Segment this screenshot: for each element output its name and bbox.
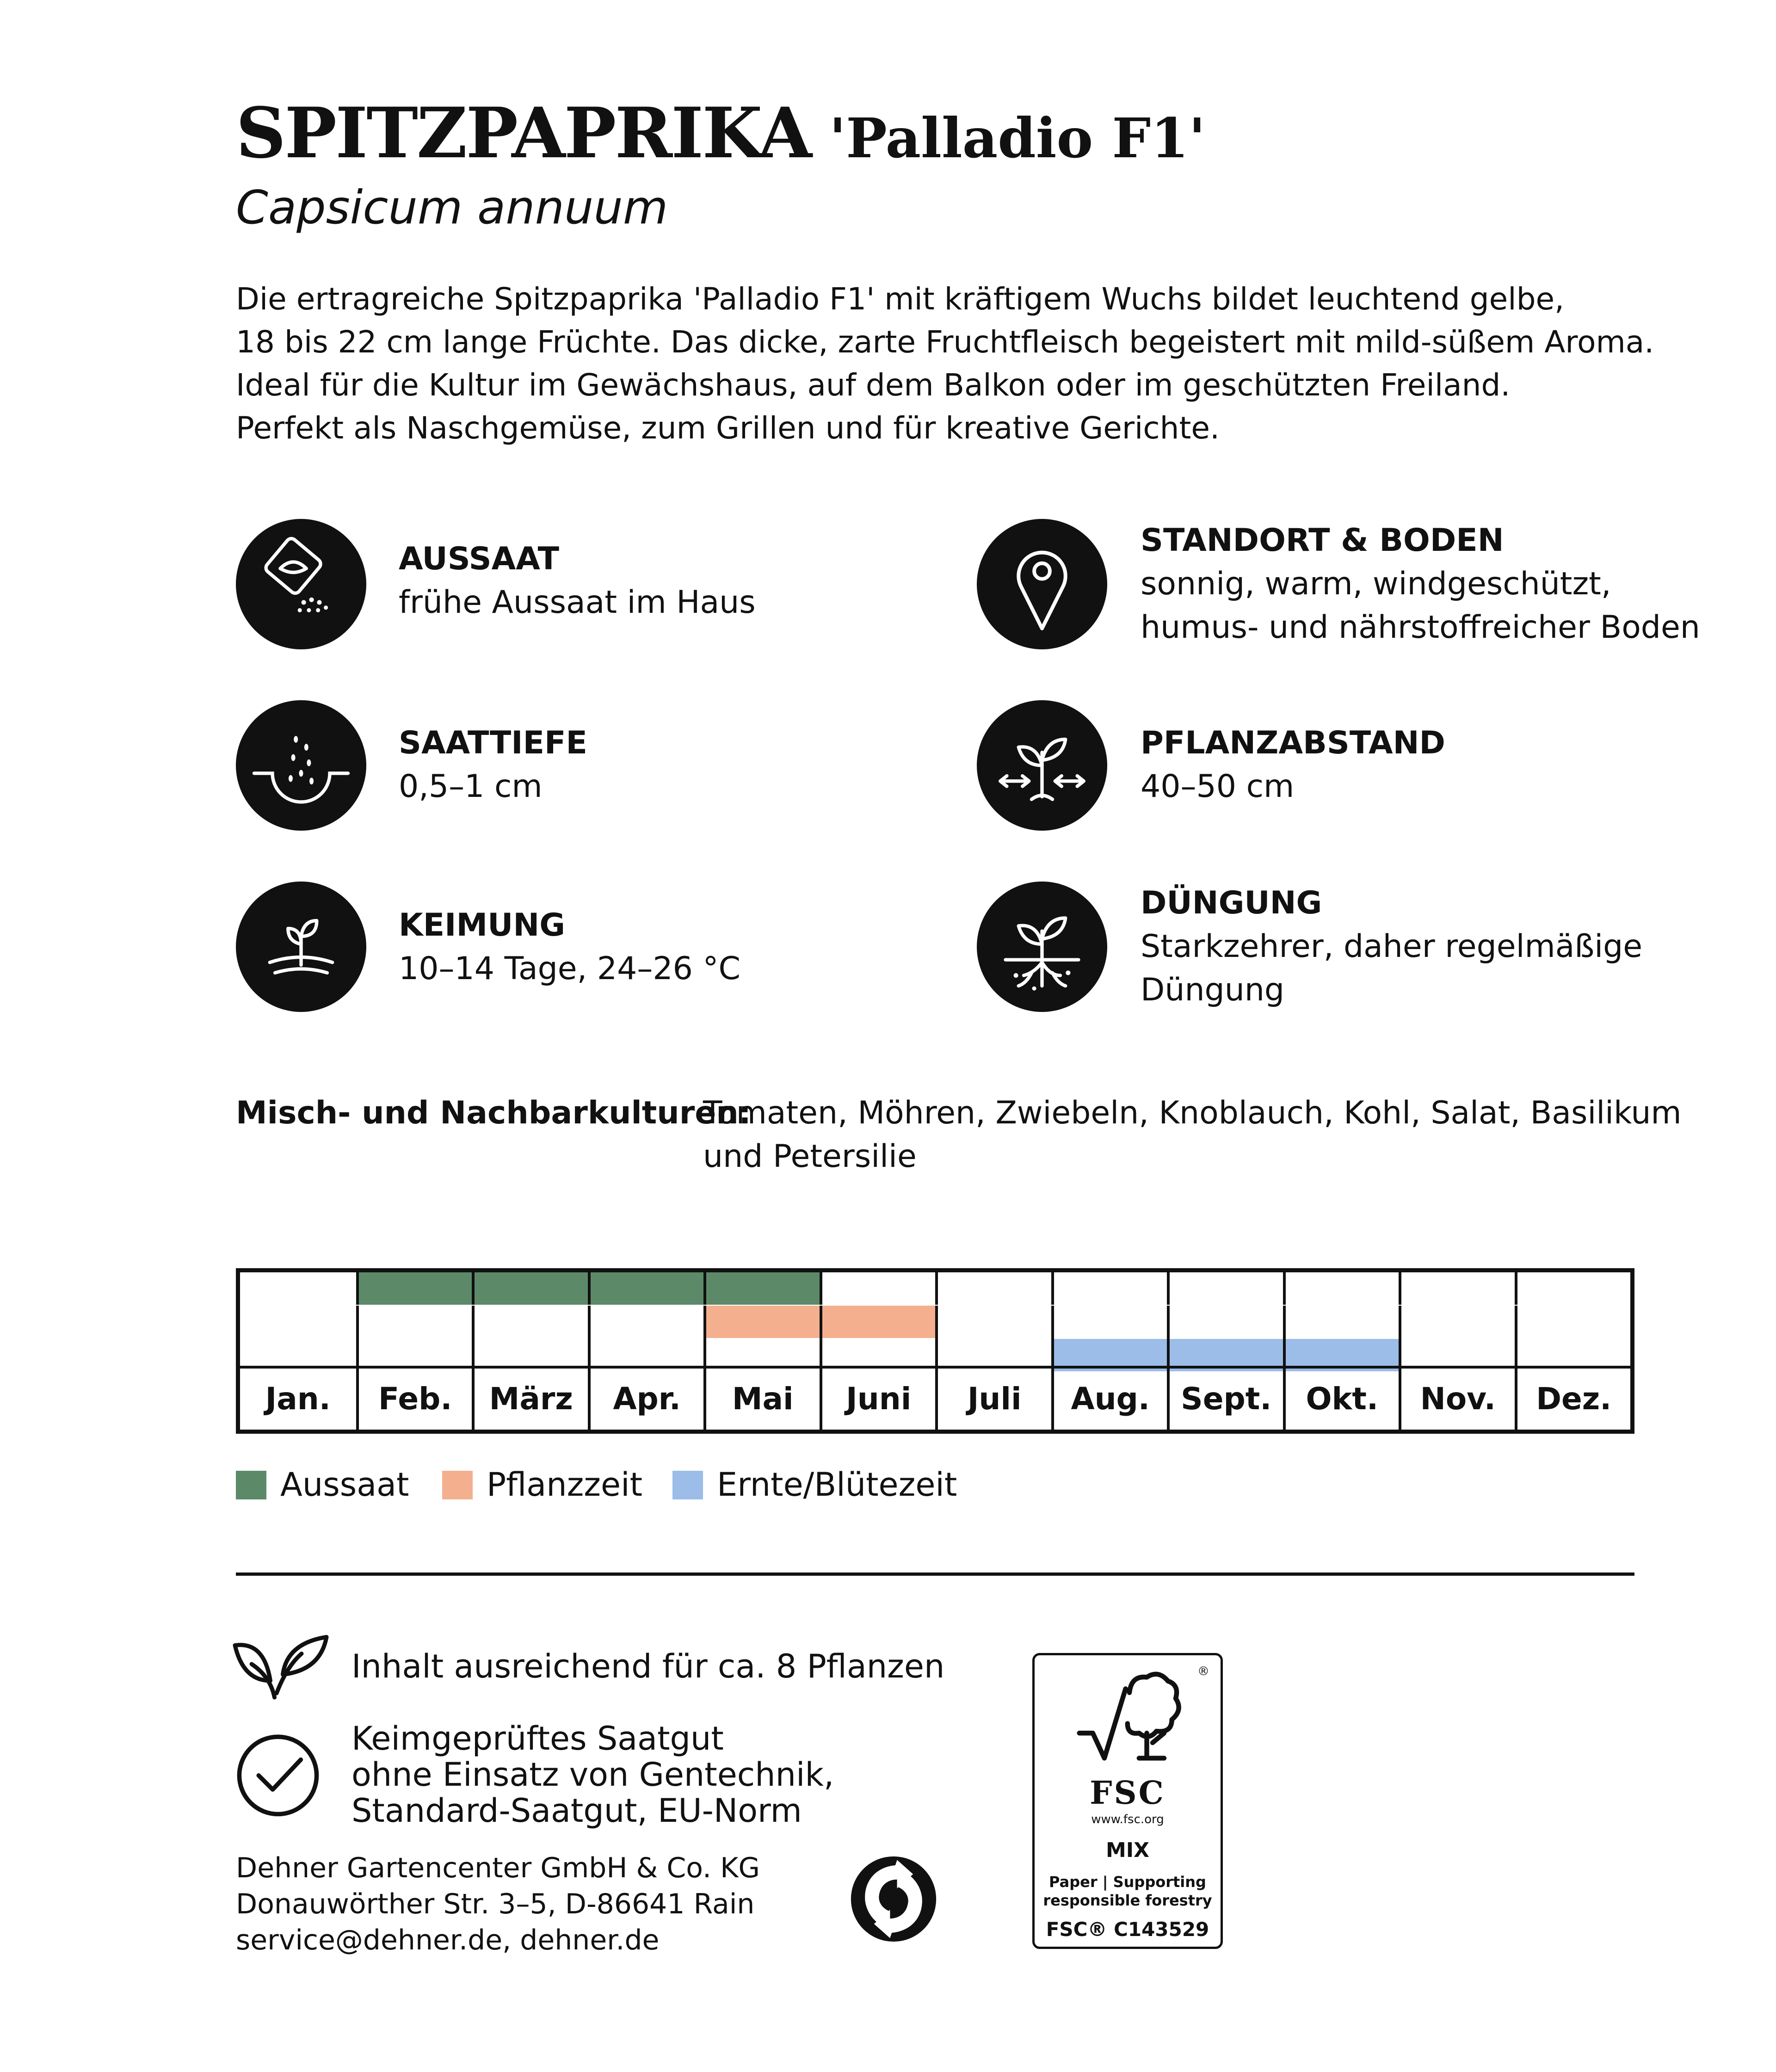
- description-line: Perfekt als Naschgemüse, zum Grillen und für kreative Gerichte.: [236, 410, 1220, 446]
- calendar-month-column: [1167, 1272, 1283, 1430]
- product-title: [236, 92, 1205, 174]
- feature-value: Starkzehrer, daher regelmäßige: [1141, 928, 1643, 965]
- feature-heading: AUSSAAT: [399, 541, 560, 577]
- calendar-month-label: Dez.: [1536, 1381, 1612, 1417]
- feature-value: humus- und nährstoffreicher Boden: [1141, 609, 1700, 646]
- feature-value: sonnig, warm, windgeschützt,: [1141, 566, 1611, 602]
- fsc-license-code: FSC® C143529: [1046, 1918, 1209, 1941]
- calendar-month-divider: [240, 1366, 1630, 1369]
- feature-value: 0,5–1 cm: [399, 768, 543, 805]
- location-pin-icon: [977, 519, 1107, 649]
- legend-label: Pflanzzeit: [487, 1466, 643, 1504]
- plant-roots-icon: [977, 882, 1107, 1012]
- calendar-month-label: Okt.: [1306, 1381, 1379, 1417]
- calendar-month-column: [356, 1272, 472, 1430]
- companion-plants: [236, 1092, 1682, 1175]
- company-line: Donauwörther Str. 3–5, D-86641 Rain: [236, 1888, 755, 1920]
- calendar-bar-aussaat: [359, 1272, 472, 1305]
- description-line: 18 bis 22 cm lange Früchte. Das dicke, zarte Fruchtfleisch begeistert mit mild-süßem Aroma.: [236, 324, 1654, 360]
- calendar-month-label: Mai: [732, 1381, 794, 1417]
- plant-spacing-icon: [977, 700, 1107, 831]
- feature-value: frühe Aussaat im Haus: [399, 584, 756, 621]
- green-dot-recycling-icon: [849, 1855, 938, 1943]
- sowing-calendar: [236, 1268, 1634, 1434]
- company-address: [236, 1850, 760, 1958]
- calendar-month-label: Juli: [967, 1381, 1022, 1417]
- calendar-bar-aussaat: [706, 1272, 820, 1305]
- description-line: Ideal für die Kultur im Gewächshaus, auf dem Balkon oder im geschützten Freiland.: [236, 367, 1511, 403]
- calendar-month-column: [935, 1272, 1051, 1430]
- quality-line: Standard-Saatgut, EU-Norm: [352, 1792, 802, 1830]
- legend-swatch: [236, 1471, 266, 1499]
- companion-line: Tomaten, Möhren, Zwiebeln, Knoblauch, Kohl, Salat, Basilikum: [703, 1095, 1682, 1131]
- calendar-month-label: Sept.: [1181, 1381, 1272, 1417]
- quality-line: ohne Einsatz von Gentechnik,: [352, 1756, 834, 1794]
- legend-label: Aussaat: [280, 1466, 409, 1504]
- calendar-month-column: [588, 1272, 704, 1430]
- fsc-mix: MIX: [1105, 1838, 1150, 1862]
- calendar-bar-pflanzzeit: [822, 1306, 936, 1338]
- fsc-description: [1035, 1873, 1221, 1910]
- calendar-month-column: [1399, 1272, 1515, 1430]
- product-description: [236, 278, 1670, 450]
- company-line: Dehner Gartencenter GmbH & Co. KG: [236, 1852, 760, 1884]
- calendar-bar-pflanzzeit: [706, 1306, 820, 1338]
- calendar-month-column: [472, 1272, 588, 1430]
- calendar-month-label: Nov.: [1420, 1381, 1496, 1417]
- calendar-month-column: [1051, 1272, 1167, 1430]
- legend-swatch: [442, 1471, 473, 1499]
- calendar-month-column: [703, 1272, 820, 1430]
- calendar-month-label: Aug.: [1071, 1381, 1150, 1417]
- calendar-month-column: [240, 1272, 356, 1430]
- fsc-description-line: Paper | Supporting: [1049, 1873, 1206, 1891]
- calendar-month-label: Feb.: [378, 1381, 452, 1417]
- fsc-label: [1032, 1653, 1223, 1949]
- legend-label: Ernte/Blütezeit: [717, 1466, 957, 1504]
- feature-heading: STANDORT & BODEN: [1141, 522, 1504, 559]
- calendar-month-column: [1515, 1272, 1631, 1430]
- fsc-tree-check-icon: [1072, 1665, 1187, 1772]
- seed-depth-icon: [236, 700, 366, 831]
- companion-label: Misch- und Nachbarkulturen:: [236, 1095, 751, 1131]
- calendar-month-label: Jan.: [265, 1381, 331, 1417]
- feature-value: 40–50 cm: [1141, 768, 1295, 805]
- feature-heading: DÜNGUNG: [1141, 885, 1322, 921]
- feature-heading: KEIMUNG: [399, 907, 566, 944]
- calendar-month-label: März: [489, 1381, 573, 1417]
- registered-mark: ®: [1197, 1665, 1209, 1678]
- latin-name: Capsicum annuum: [236, 180, 668, 234]
- company-line: service@dehner.de, dehner.de: [236, 1924, 660, 1956]
- fsc-url: www.fsc.org: [1091, 1813, 1164, 1826]
- calendar-row-gap: [240, 1305, 1630, 1306]
- feature-value: Düngung: [1141, 972, 1285, 1008]
- quality-line: Keimgeprüftes Saatgut: [352, 1720, 724, 1758]
- legend-swatch: [672, 1471, 703, 1499]
- fsc-description-line: responsible forestry: [1043, 1892, 1212, 1909]
- calendar-month-column: [1283, 1272, 1399, 1430]
- fsc-wordmark: FSC: [1090, 1775, 1166, 1812]
- description-line: Die ertragreiche Spitzpaprika 'Palladio F1' mit kräftigem Wuchs bildet leuchtend gelbe,: [236, 281, 1565, 317]
- leaves-icon: [228, 1622, 334, 1706]
- companion-line: und Petersilie: [703, 1138, 917, 1175]
- feature-heading: SAATTIEFE: [399, 725, 587, 761]
- feature-value: 10–14 Tage, 24–26 °C: [399, 950, 741, 987]
- calendar-month-label: Apr.: [613, 1381, 681, 1417]
- checkmark-circle-icon: [234, 1730, 322, 1818]
- divider: [236, 1572, 1634, 1576]
- variety-name: 'Palladio F1': [829, 106, 1206, 170]
- quantity-info: Inhalt ausreichend für ca. 8 Pflanzen: [352, 1647, 945, 1685]
- calendar-month-column: [820, 1272, 936, 1430]
- seed-packet-icon: [236, 519, 366, 649]
- calendar-bar-aussaat: [591, 1272, 704, 1305]
- calendar-month-label: Juni: [846, 1381, 912, 1417]
- quality-info: [352, 1720, 834, 1829]
- product-name: SPITZPAPRIKA: [236, 92, 811, 174]
- feature-heading: PFLANZABSTAND: [1141, 725, 1445, 761]
- sprout-icon: [236, 882, 366, 1012]
- calendar-bar-aussaat: [475, 1272, 588, 1305]
